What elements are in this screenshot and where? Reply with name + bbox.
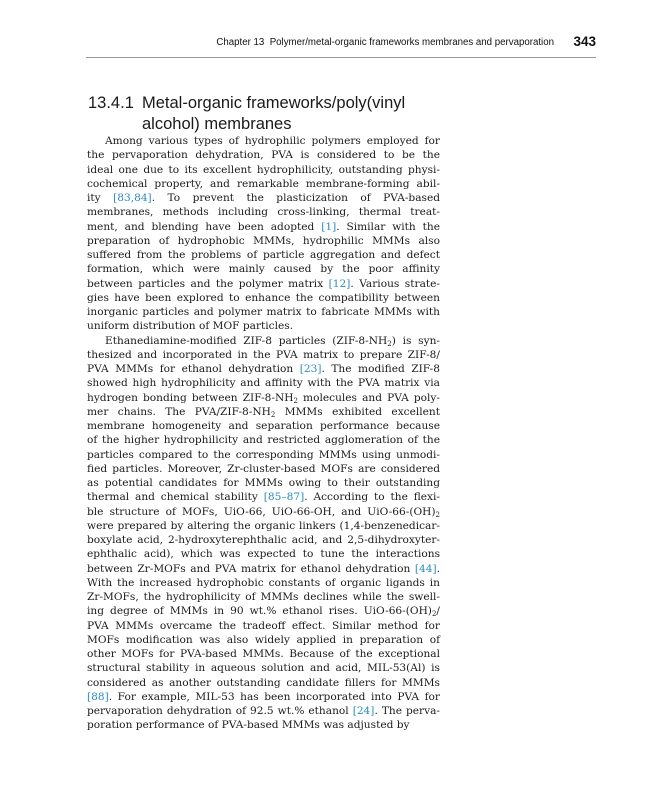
paragraph-1	[87, 134, 440, 334]
text-line: ing degree of MMMs in 90 wt.% ethanol rises. UiO-$66-(OH)_2/$	[87, 605, 440, 619]
chapter-label: Chapter 13	[216, 37, 265, 48]
citation: [88]	[87, 690, 109, 703]
running-header	[86, 34, 596, 52]
text-line: boxylate acid, 2-hydroxyterephthalic acid, and 2,5-dihydroxyter-	[87, 534, 440, 546]
chapter-title: Polymer/metal-organic frameworks membranes and pervaporation	[269, 37, 554, 48]
citation: [23]	[299, 363, 322, 375]
text-line: ble structure of MOFs, UiO-66, UiO-66-OH, and UiO-$66-(OH)_2$	[87, 505, 440, 519]
header-rule	[86, 57, 596, 58]
page-number: 343	[573, 34, 596, 49]
text-line: uniform distribution of MOF particles.	[87, 320, 294, 333]
text-line: particles compared to the corresponding MMMs using unmodi-	[87, 448, 440, 461]
text-line: structural stability in aqueous solution and acid, MIL-53(Al) is	[87, 662, 440, 675]
body-text	[87, 134, 440, 733]
text-line: fied particles. Moreover, Zr-cluster-based MOFs are considered	[87, 462, 440, 475]
citation: [83,84]	[113, 192, 152, 204]
text-line: inorganic particles and polymer matrix to fabricate MMMs with	[87, 306, 440, 318]
section-title-line-1: Metal-organic frameworks/poly(vinyl	[142, 94, 406, 112]
citation: [12]	[328, 277, 351, 290]
text-line: With the increased hydrophobic constants of organic ligands in	[87, 576, 440, 589]
text-line: as potential candidates for MMMs owing to their outstanding	[87, 477, 440, 489]
text-line: cochemical property, and remarkable membrane-forming abil-	[87, 177, 440, 190]
paragraph-2	[87, 334, 440, 733]
text-line: ment, and blending have been adopted [1]. Similar with the	[87, 220, 441, 233]
section-heading	[88, 93, 448, 135]
text-line: were prepared by altering the organic linkers (1,4-benzenedicar-	[87, 519, 440, 532]
section-title-line-2: alcohol) membranes	[142, 115, 292, 133]
text-line: the pervaporation dehydration, PVA is considered to be the	[87, 149, 440, 162]
text-line: considered as another outstanding candidate fillers for MMMs	[87, 676, 440, 689]
citation: [85–87]	[263, 491, 305, 504]
text-line: between particles and the polymer matrix [12]. Various strate-	[87, 277, 440, 290]
text-line: poration performance of PVA-based MMMs was adjusted by	[87, 719, 410, 732]
text-line: MOFs modification was also widely applied in preparation of	[87, 633, 440, 646]
text-line: ideal one due to its excellent hydrophilicity, outstanding physi-	[87, 163, 440, 176]
text-line: ephthalic acid), which was expected to tune the interactions	[87, 548, 440, 561]
text-line: Among various types of hydrophilic polymers employed for	[105, 135, 440, 147]
text-line: thermal and chemical stability [85–87]. According to the flexi-	[87, 491, 440, 504]
text-line: ity [83,84]. To prevent the plasticization of PVA-based	[87, 192, 441, 204]
text-line: mer chains. The PVA/$ZIF-8-NH_2$ MMMs exhibited excellent	[87, 405, 440, 419]
text-line: showed high hydrophilicity and affinity with the PVA matrix via	[87, 377, 440, 390]
text-line: membrane homogeneity and separation performance because	[87, 420, 440, 432]
text-line: preparation of hydrophobic MMMs, hydrophilic MMMs also	[87, 234, 440, 247]
text-line: gies have been explored to enhance the compatibility between	[87, 291, 440, 304]
text-line: PVA MMMs for ethanol dehydration [23]. The modified ZIF-8	[87, 363, 440, 375]
citation: [44]	[414, 562, 437, 575]
text-line: Ethanediamine-modified ZIF-8 particles $(ZIF-8-NH_2)$ is syn-	[105, 334, 440, 348]
section-number: 13.4.1	[88, 94, 134, 112]
text-line: between Zr-MOFs and PVA matrix for ethanol dehydration [44].	[87, 562, 440, 575]
text-line: hydrogen bonding between ZIF-$8-NH_2$ molecules and PVA poly-	[87, 391, 440, 405]
text-line: formation, which were mainly caused by the poor affinity	[87, 263, 440, 276]
text-line: pervaporation dehydration of 92.5 wt.% ethanol [24]. The perva-	[87, 705, 440, 717]
citation: [1]	[321, 220, 337, 233]
text-line: other MOFs for PVA-based MMMs. Because of the exceptional	[87, 648, 440, 660]
text-line: suffered from the problems of particle aggregation and defect	[87, 249, 440, 261]
text-line: PVA MMMs overcame the tradeoff effect. Similar method for	[87, 619, 440, 632]
citation: [24]	[352, 705, 375, 717]
text-line: Zr-MOFs, the hydrophilicity of MMMs declines while the swell-	[87, 591, 440, 603]
text-line: thesized and incorporated in the PVA matrix to prepare ZIF-8/	[87, 348, 440, 361]
text-line: membranes, methods including cross-linking, thermal treat-	[87, 206, 440, 219]
text-line: of the higher hydrophilicity and restricted agglomeration of the	[87, 434, 440, 447]
text-line: [88]. For example, MIL-53 has been incorporated into PVA for	[87, 690, 440, 703]
running-title	[216, 37, 554, 48]
